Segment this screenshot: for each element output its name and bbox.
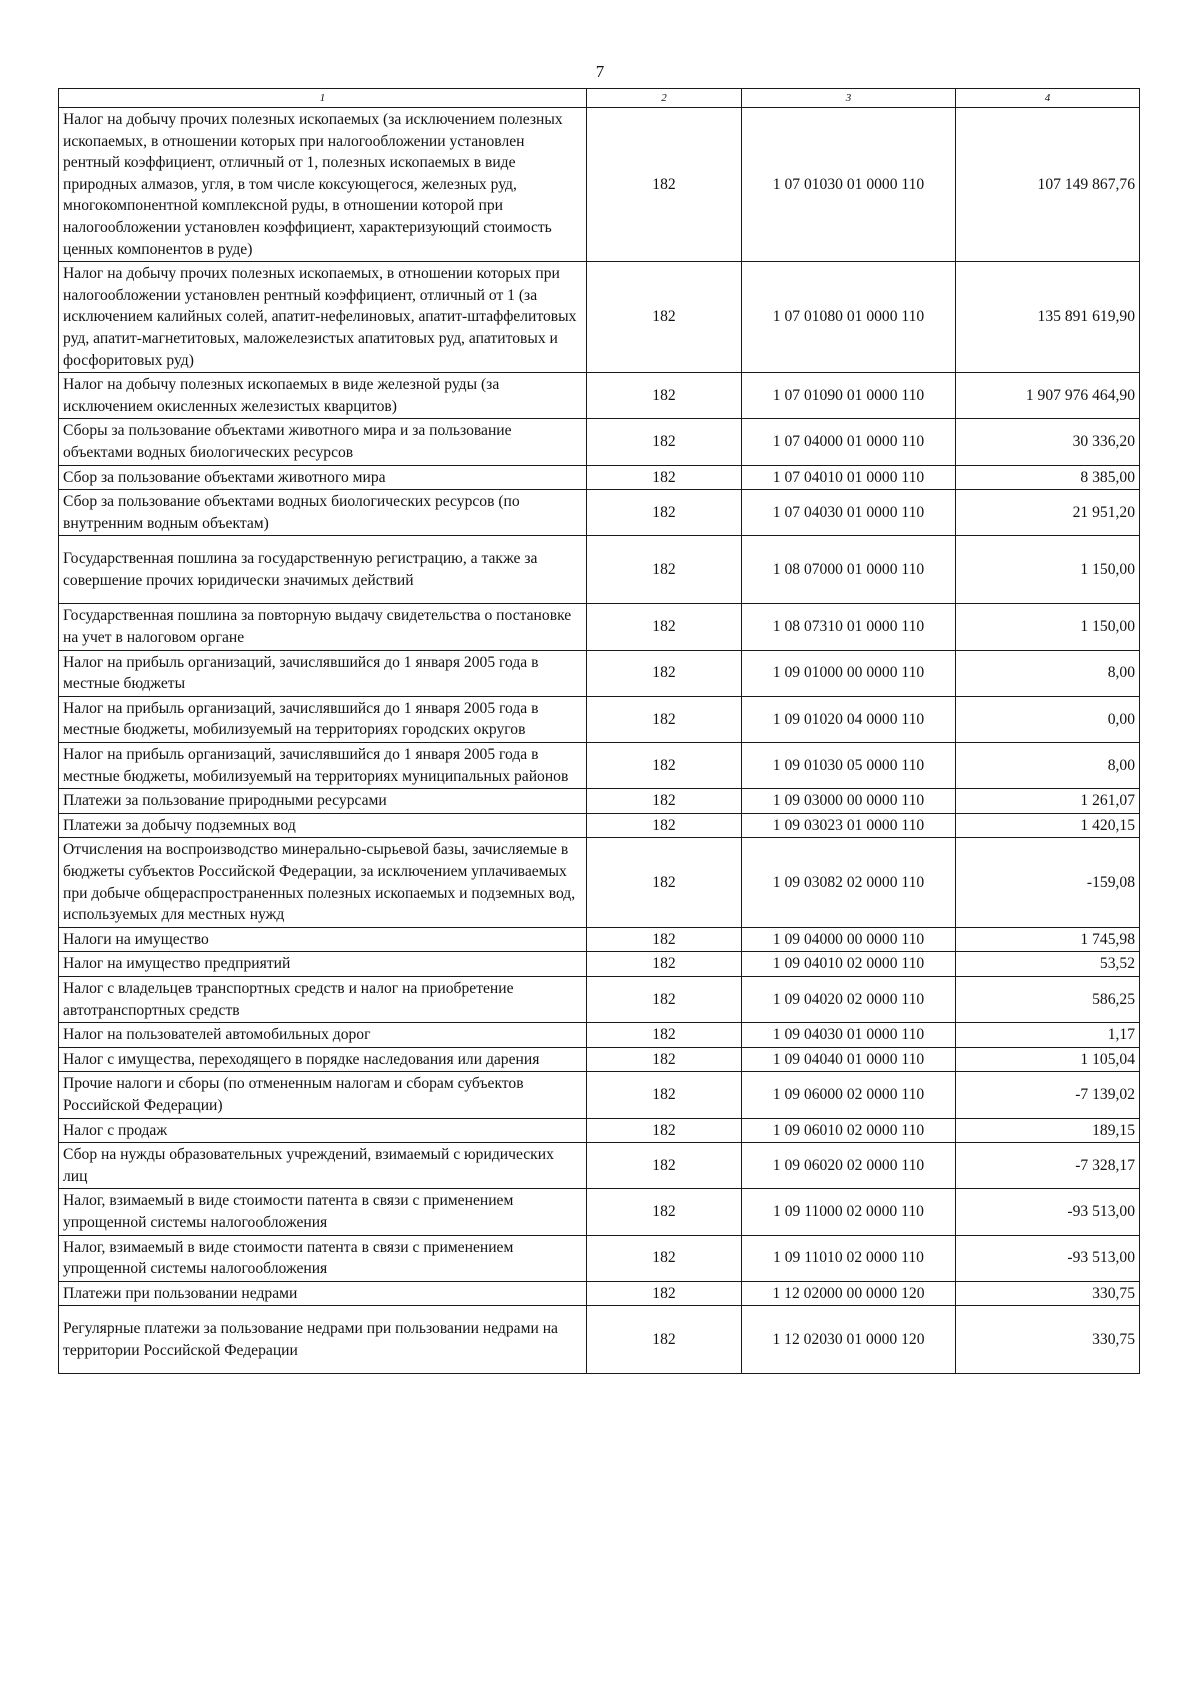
table-row — [59, 650, 1140, 696]
row-name-cell: Налог на пользователей автомобильных дорог — [59, 1023, 587, 1048]
row-name-cell: Сбор за пользование объектами животного мира — [59, 465, 587, 490]
table-header — [59, 89, 1140, 108]
row-admin-code-cell: 182 — [587, 419, 742, 465]
column-header-4: 4 — [956, 89, 1140, 108]
column-header-1: 1 — [59, 89, 587, 108]
row-admin-code-cell: 182 — [587, 1023, 742, 1048]
row-budget-code-cell: 1 07 04010 01 0000 110 — [742, 465, 956, 490]
table-row — [59, 373, 1140, 419]
row-amount-cell: 189,15 — [956, 1118, 1140, 1143]
row-amount-cell: 8 385,00 — [956, 465, 1140, 490]
row-admin-code-cell: 182 — [587, 262, 742, 373]
row-budget-code-cell: 1 09 03082 02 0000 110 — [742, 838, 956, 927]
row-name-cell: Налог на прибыль организаций, зачислявшийся до 1 января 2005 года в местные бюджеты, мобилизуемый на территориях городских округов — [59, 696, 587, 742]
table-row — [59, 604, 1140, 650]
row-admin-code-cell: 182 — [587, 789, 742, 814]
row-admin-code-cell: 182 — [587, 743, 742, 789]
row-admin-code-cell: 182 — [587, 490, 742, 536]
table-row — [59, 743, 1140, 789]
row-name-cell: Налог на прибыль организаций, зачислявшийся до 1 января 2005 года в местные бюджеты, мобилизуемый на территориях муниципальных районов — [59, 743, 587, 789]
table-row — [59, 1235, 1140, 1281]
table-row — [59, 696, 1140, 742]
row-admin-code-cell: 182 — [587, 536, 742, 604]
row-name-cell: Налог на добычу полезных ископаемых в виде железной руды (за исключением окисленных железистых кварцитов) — [59, 373, 587, 419]
row-admin-code-cell: 182 — [587, 1143, 742, 1189]
row-name-cell: Налог с продаж — [59, 1118, 587, 1143]
row-name-cell: Государственная пошлина за повторную выдачу свидетельства о постановке на учет в налоговом органе — [59, 604, 587, 650]
row-admin-code-cell: 182 — [587, 813, 742, 838]
table-body — [59, 108, 1140, 1374]
table-row — [59, 952, 1140, 977]
row-budget-code-cell: 1 09 01030 05 0000 110 — [742, 743, 956, 789]
row-admin-code-cell: 182 — [587, 976, 742, 1022]
row-budget-code-cell: 1 07 01030 01 0000 110 — [742, 108, 956, 262]
row-budget-code-cell: 1 09 03000 00 0000 110 — [742, 789, 956, 814]
row-admin-code-cell: 182 — [587, 1189, 742, 1235]
row-budget-code-cell: 1 12 02000 00 0000 120 — [742, 1281, 956, 1306]
row-budget-code-cell: 1 09 04000 00 0000 110 — [742, 927, 956, 952]
row-name-cell: Налог с имущества, переходящего в порядке наследования или дарения — [59, 1047, 587, 1072]
row-name-cell: Отчисления на воспроизводство минерально-сырьевой базы, зачисляемые в бюджеты субъектов Российской Федерации, за исключением уплачиваемых при добыче общераспространенных полезных ископаемых и подземных вод, используемых для местных нужд — [59, 838, 587, 927]
row-amount-cell: 8,00 — [956, 650, 1140, 696]
table-row — [59, 976, 1140, 1022]
row-name-cell: Платежи за добычу подземных вод — [59, 813, 587, 838]
row-name-cell: Налог, взимаемый в виде стоимости патента в связи с применением упрощенной системы налогообложения — [59, 1235, 587, 1281]
row-admin-code-cell: 182 — [587, 1118, 742, 1143]
row-budget-code-cell: 1 07 01090 01 0000 110 — [742, 373, 956, 419]
row-name-cell: Налог на прибыль организаций, зачислявшийся до 1 января 2005 года в местные бюджеты — [59, 650, 587, 696]
row-name-cell: Налоги на имущество — [59, 927, 587, 952]
table-row — [59, 1143, 1140, 1189]
table-row — [59, 536, 1140, 604]
row-budget-code-cell: 1 09 04040 01 0000 110 — [742, 1047, 956, 1072]
row-admin-code-cell: 182 — [587, 1235, 742, 1281]
row-amount-cell: 0,00 — [956, 696, 1140, 742]
row-admin-code-cell: 182 — [587, 1306, 742, 1374]
row-amount-cell: 1 150,00 — [956, 536, 1140, 604]
table-row — [59, 1281, 1140, 1306]
row-name-cell: Сборы за пользование объектами животного мира и за пользование объектами водных биологических ресурсов — [59, 419, 587, 465]
row-admin-code-cell: 182 — [587, 465, 742, 490]
table-row — [59, 419, 1140, 465]
row-budget-code-cell: 1 09 06000 02 0000 110 — [742, 1072, 956, 1118]
row-budget-code-cell: 1 09 01020 04 0000 110 — [742, 696, 956, 742]
row-amount-cell: 1 261,07 — [956, 789, 1140, 814]
row-amount-cell: 1,17 — [956, 1023, 1140, 1048]
row-budget-code-cell: 1 12 02030 01 0000 120 — [742, 1306, 956, 1374]
row-admin-code-cell: 182 — [587, 927, 742, 952]
table-row — [59, 108, 1140, 262]
row-admin-code-cell: 182 — [587, 1072, 742, 1118]
row-admin-code-cell: 182 — [587, 696, 742, 742]
row-amount-cell: 1 420,15 — [956, 813, 1140, 838]
row-name-cell: Налог на имущество предприятий — [59, 952, 587, 977]
row-budget-code-cell: 1 09 03023 01 0000 110 — [742, 813, 956, 838]
row-name-cell: Налог на добычу прочих полезных ископаемых (за исключением полезных ископаемых, в отношении которых при налогообложении установлен рентный коэффициент, отличный от 1, полезных ископаемых в виде природных алмазов, угля, в том числе коксующегося, железных руд, многокомпонентной комплексной руды, в отношении которой при налогообложении установлен коэффициент, характеризующий стоимость ценных компонентов в руде) — [59, 108, 587, 262]
row-budget-code-cell: 1 08 07000 01 0000 110 — [742, 536, 956, 604]
table-row — [59, 927, 1140, 952]
row-budget-code-cell: 1 07 04030 01 0000 110 — [742, 490, 956, 536]
row-budget-code-cell: 1 09 04030 01 0000 110 — [742, 1023, 956, 1048]
revenue-table — [58, 88, 1140, 1374]
row-amount-cell: 30 336,20 — [956, 419, 1140, 465]
row-amount-cell: 1 150,00 — [956, 604, 1140, 650]
row-amount-cell: -7 139,02 — [956, 1072, 1140, 1118]
row-name-cell: Государственная пошлина за государственную регистрацию, а также за совершение прочих юридически значимых действий — [59, 536, 587, 604]
row-admin-code-cell: 182 — [587, 1047, 742, 1072]
table-row — [59, 262, 1140, 373]
table-row — [59, 838, 1140, 927]
row-name-cell: Налог, взимаемый в виде стоимости патента в связи с применением упрощенной системы налогообложения — [59, 1189, 587, 1235]
table-row — [59, 1072, 1140, 1118]
column-header-3: 3 — [742, 89, 956, 108]
row-budget-code-cell: 1 09 04020 02 0000 110 — [742, 976, 956, 1022]
row-budget-code-cell: 1 08 07310 01 0000 110 — [742, 604, 956, 650]
table-row — [59, 1023, 1140, 1048]
row-admin-code-cell: 182 — [587, 650, 742, 696]
row-amount-cell: 1 105,04 — [956, 1047, 1140, 1072]
row-admin-code-cell: 182 — [587, 838, 742, 927]
row-amount-cell: 53,52 — [956, 952, 1140, 977]
row-name-cell: Регулярные платежи за пользование недрами при пользовании недрами на территории Российской Федерации — [59, 1306, 587, 1374]
column-number-row — [59, 89, 1140, 108]
row-amount-cell: 330,75 — [956, 1306, 1140, 1374]
row-amount-cell: -93 513,00 — [956, 1189, 1140, 1235]
row-budget-code-cell: 1 09 01000 00 0000 110 — [742, 650, 956, 696]
column-header-2: 2 — [587, 89, 742, 108]
table-row — [59, 465, 1140, 490]
row-amount-cell: 1 745,98 — [956, 927, 1140, 952]
row-admin-code-cell: 182 — [587, 1281, 742, 1306]
table-row — [59, 1189, 1140, 1235]
row-budget-code-cell: 1 07 04000 01 0000 110 — [742, 419, 956, 465]
row-admin-code-cell: 182 — [587, 108, 742, 262]
row-name-cell: Прочие налоги и сборы (по отмененным налогам и сборам субъектов Российской Федерации) — [59, 1072, 587, 1118]
row-amount-cell: 21 951,20 — [956, 490, 1140, 536]
row-amount-cell: 586,25 — [956, 976, 1140, 1022]
row-amount-cell: 1 907 976 464,90 — [956, 373, 1140, 419]
row-budget-code-cell: 1 09 04010 02 0000 110 — [742, 952, 956, 977]
row-amount-cell: -7 328,17 — [956, 1143, 1140, 1189]
page-number: 7 — [595, 62, 605, 81]
row-amount-cell: -93 513,00 — [956, 1235, 1140, 1281]
row-name-cell: Платежи при пользовании недрами — [59, 1281, 587, 1306]
row-amount-cell: 107 149 867,76 — [956, 108, 1140, 262]
table-row — [59, 789, 1140, 814]
row-amount-cell: 330,75 — [956, 1281, 1140, 1306]
row-budget-code-cell: 1 09 06010 02 0000 110 — [742, 1118, 956, 1143]
row-admin-code-cell: 182 — [587, 952, 742, 977]
row-name-cell: Сбор на нужды образовательных учреждений, взимаемый с юридических лиц — [59, 1143, 587, 1189]
row-amount-cell: -159,08 — [956, 838, 1140, 927]
table-row — [59, 490, 1140, 536]
row-budget-code-cell: 1 07 01080 01 0000 110 — [742, 262, 956, 373]
row-budget-code-cell: 1 09 11000 02 0000 110 — [742, 1189, 956, 1235]
row-admin-code-cell: 182 — [587, 604, 742, 650]
table-row — [59, 1118, 1140, 1143]
row-name-cell: Сбор за пользование объектами водных биологических ресурсов (по внутренним водным объектам) — [59, 490, 587, 536]
table-row — [59, 1047, 1140, 1072]
row-budget-code-cell: 1 09 11010 02 0000 110 — [742, 1235, 956, 1281]
row-admin-code-cell: 182 — [587, 373, 742, 419]
table-row — [59, 813, 1140, 838]
row-name-cell: Налог с владельцев транспортных средств и налог на приобретение автотранспортных средств — [59, 976, 587, 1022]
row-budget-code-cell: 1 09 06020 02 0000 110 — [742, 1143, 956, 1189]
row-amount-cell: 8,00 — [956, 743, 1140, 789]
row-name-cell: Налог на добычу прочих полезных ископаемых, в отношении которых при налогообложении установлен рентный коэффициент, отличный от 1 (за исключением калийных солей, апатит-нефелиновых, апатит-штаффелитовых руд, апатит-магнетитовых, маложелезистых апатитовых руд, апатитовых и фосфоритовых руд) — [59, 262, 587, 373]
row-amount-cell: 135 891 619,90 — [956, 262, 1140, 373]
row-name-cell: Платежи за пользование природными ресурсами — [59, 789, 587, 814]
table-row — [59, 1306, 1140, 1374]
